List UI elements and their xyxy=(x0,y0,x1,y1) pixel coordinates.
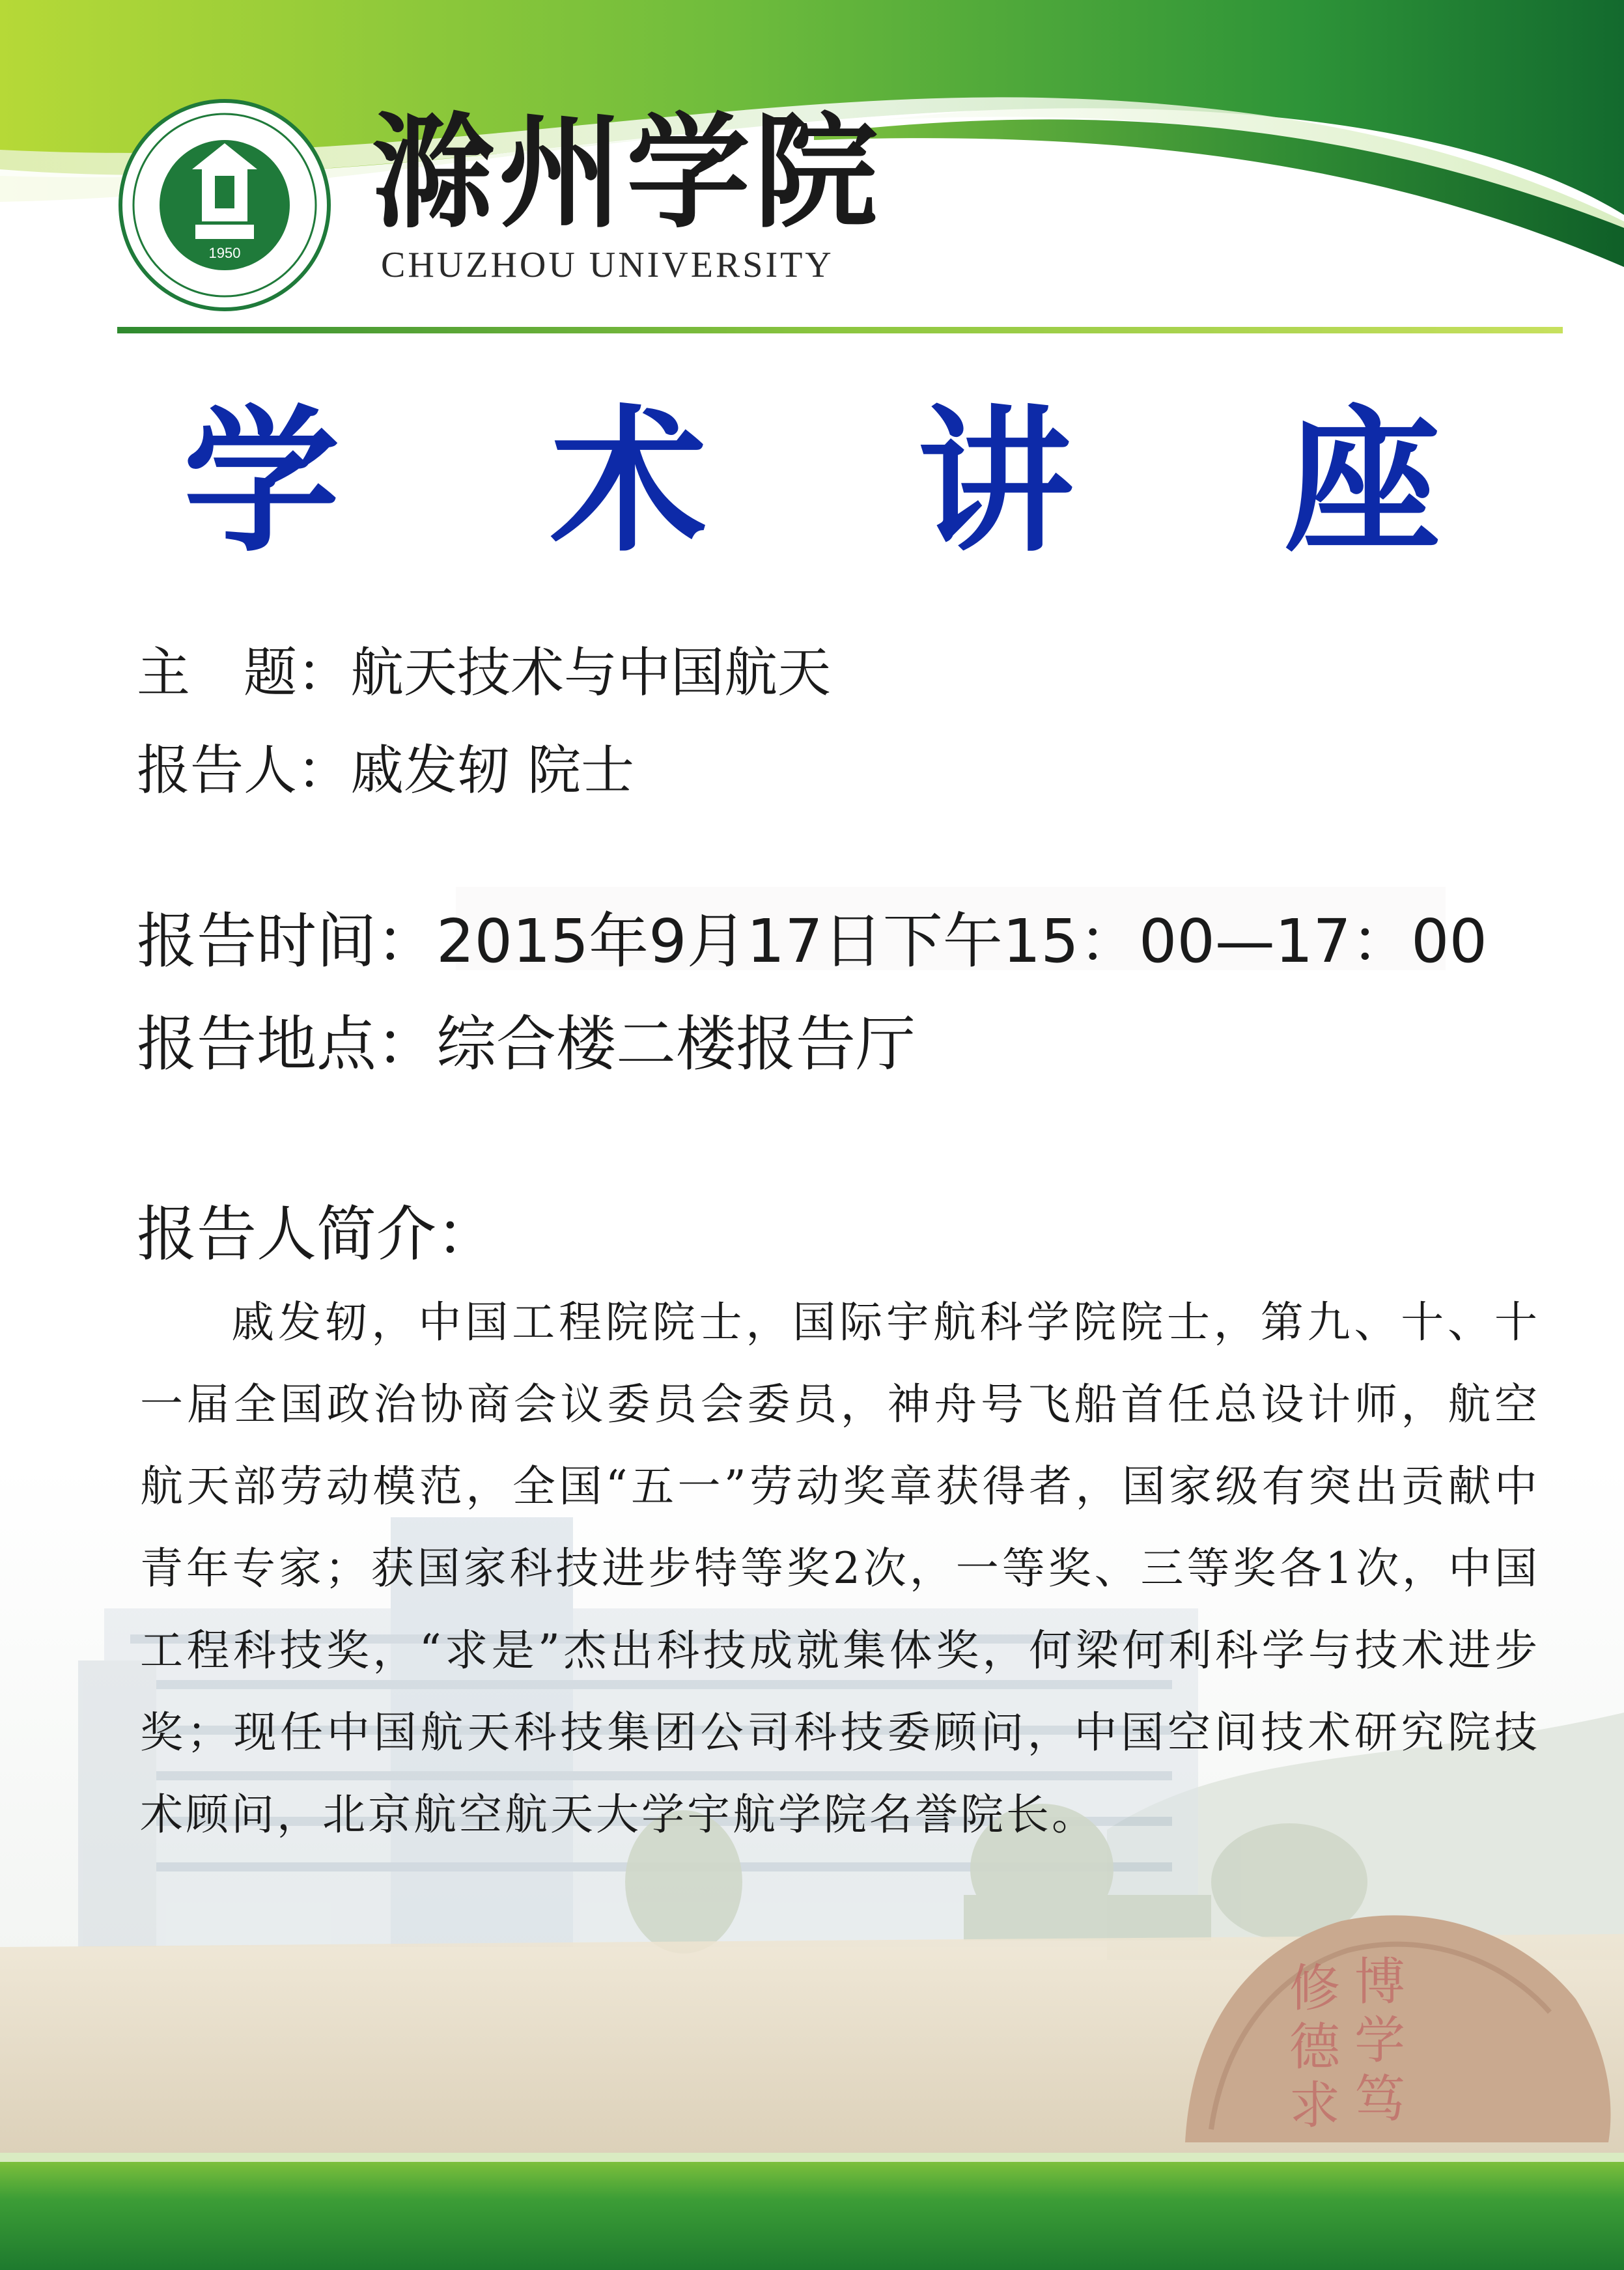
stone-char: 博 xyxy=(1354,1953,1406,2011)
speaker-line xyxy=(137,728,634,804)
topic-value: 航天技术与中国航天 xyxy=(350,642,832,704)
school-name-cn: 滁州学院 xyxy=(371,100,882,245)
time-label: 报告时间： xyxy=(137,906,437,976)
place-value: 综合楼二楼报告厅 xyxy=(436,1009,916,1079)
time-line xyxy=(137,893,1487,979)
school-name-en: CHUZHOU UNIVERSITY xyxy=(381,245,834,285)
footer-band xyxy=(0,2162,1624,2270)
stone-char: 德 xyxy=(1289,2018,1341,2077)
stone-char: 学 xyxy=(1354,2011,1406,2070)
place-line xyxy=(137,996,916,1082)
stone-char: 笃 xyxy=(1354,2070,1406,2129)
speaker-value: 戚发轫 院士 xyxy=(350,740,635,802)
header-divider xyxy=(117,327,1563,333)
bio-heading: 报告人简介： xyxy=(137,1199,497,1269)
topic-label: 主 题： xyxy=(137,642,351,704)
page-title: 学 术 讲 座 xyxy=(183,391,1519,573)
stone-char: 求 xyxy=(1289,2077,1341,2135)
topic-line xyxy=(137,630,831,707)
place-label: 报告地点： xyxy=(137,1009,437,1079)
speaker-label: 报告人： xyxy=(137,740,351,802)
time-value: 2015年9月17日下午15：00—17：00 xyxy=(436,906,1488,976)
bio-text: 戚发轫，中国工程院院士，国际宇航科学院院士，第九、十、十一届全国政治协商会议委员会委员，神舟号飞船首任总设计师，航空航天部劳动模范，全国“五一”劳动奖章获得者，国家级有突出贡献中青年专家；获国家科技进步特等奖2次，一等奖、三等奖各1次，中国工程科技奖，“求是”杰出科技成就集体奖，何梁何利科学与技术进步奖；现任中国航天科技集团公司科技委顾问，中国空间技术研究院技术顾问，北京航空航天大学宇航学院名誉院长。 xyxy=(140,1297,1540,1840)
university-seal-icon xyxy=(117,98,332,313)
stone-char: 修 xyxy=(1289,1959,1341,2018)
svg-text:1950: 1950 xyxy=(208,245,241,261)
